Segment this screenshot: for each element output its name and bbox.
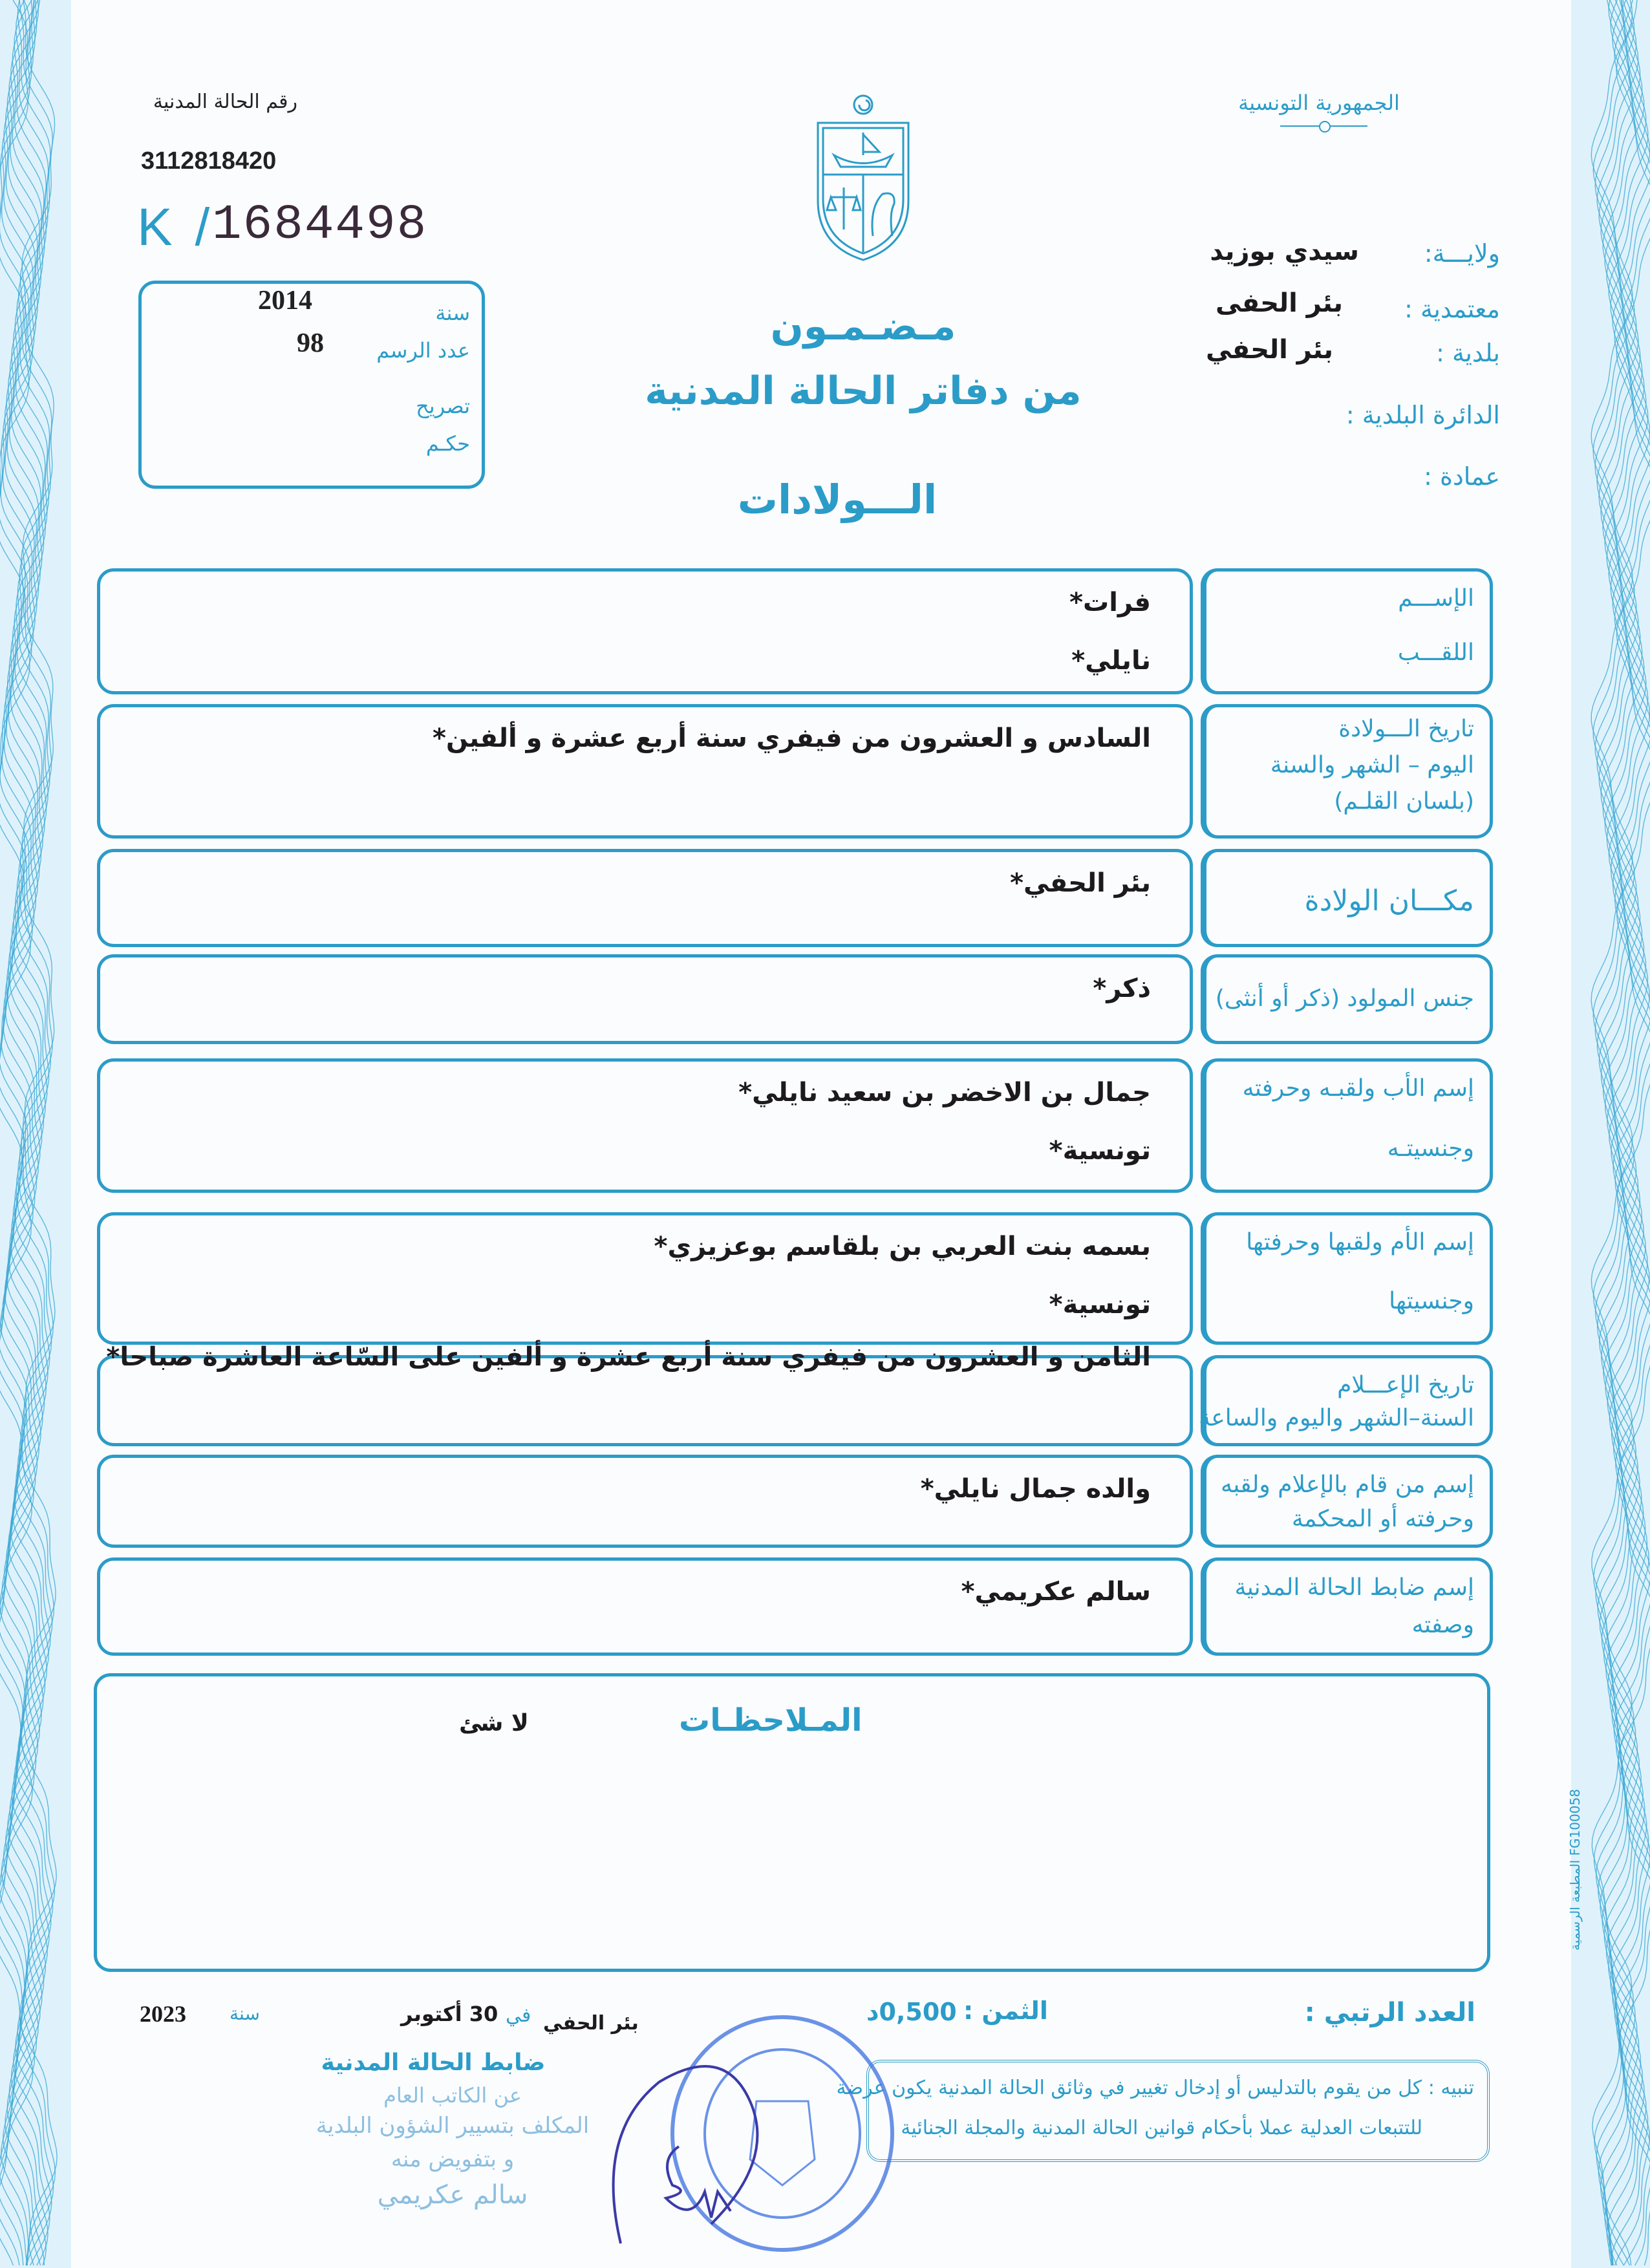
field-value-box: [97, 1212, 1193, 1345]
field-label: إسم الأم ولقبها وحرفتها: [1246, 1229, 1474, 1256]
governorate-value: سيدي بوزيد: [1210, 237, 1359, 266]
record-box: [138, 281, 485, 489]
right-guilloche-border: [1571, 0, 1650, 2268]
delegation-label: معتمدية :: [1404, 295, 1500, 323]
field-value: نايلي*: [1071, 646, 1151, 676]
field-label: وصفته: [1411, 1611, 1474, 1638]
price-value: 0,500د: [866, 1998, 957, 2026]
field-value: السادس و العشرون من فيفري سنة أربع عشرة و ألفين*: [432, 723, 1151, 753]
field-value: سالم عكريمي*: [961, 1577, 1151, 1607]
officer-authorization-line: و بتفويض منه: [391, 2146, 515, 2172]
field-label-box: [1201, 1455, 1493, 1548]
field-label: وجنسيتها: [1389, 1287, 1474, 1314]
printer-mark: المطبعة الرسمية FG100058: [1567, 1789, 1583, 1951]
remarks-value: لا شئ: [459, 1710, 529, 1737]
field-value-box: [97, 954, 1193, 1044]
record-year-value: 2014: [258, 286, 312, 316]
municipality-value: بئر الحفي: [1206, 335, 1333, 365]
field-label: مكـــان الولادة: [1304, 884, 1474, 917]
civil-id-label: رقم الحالة المدنية: [153, 91, 297, 113]
officer-title: ضابط الحالة المدنية: [321, 2049, 546, 2076]
field-value: الثامن و العشرون من فيفري سنة أربع عشرة و ألفين على السّاعة العاشرة صباحا*: [106, 1342, 1151, 1372]
governorate-label: ولايـــة:: [1424, 239, 1500, 268]
field-value: بسمه بنت العربي بن بلقاسم بوعزيزي*: [654, 1232, 1151, 1261]
field-label: وحرفته أو المحكمة: [1291, 1505, 1474, 1532]
legal-notice-line-1: تنبيه : كل من يقوم بالتدليس أو إدخال تغيير في وثائق الحالة المدنية يكون عرضة: [836, 2077, 1474, 2099]
field-label: جنس المولود (ذكر أو أنثى): [1215, 985, 1474, 1012]
field-label-box: [1201, 954, 1493, 1044]
legal-notice-box: [836, 2060, 1490, 2162]
field-label-box: [1201, 1557, 1493, 1656]
date-prefix: في: [506, 2004, 531, 2027]
serial-number: 1684498: [212, 197, 428, 253]
field-label: إسم من قام بالإعلام ولقبه: [1221, 1471, 1474, 1498]
declaration-label: تصريح: [416, 394, 470, 418]
civil-id-number: 3112818420: [141, 147, 277, 175]
issue-date: 30 أكتوبر: [401, 2002, 498, 2026]
remarks-label: المـلاحظـات: [679, 1702, 862, 1738]
title-registers: من دفاتر الحالة المدنية: [645, 369, 1082, 414]
field-value: تونسية*: [1049, 1136, 1151, 1166]
divider-ornament: [1319, 121, 1331, 133]
field-value: بئر الحفي*: [1010, 868, 1151, 898]
field-value-box: [97, 1058, 1193, 1193]
legal-notice-line-2: للتتبعات العدلية عملا بأحكام قوانين الحالة المدنية والمجلة الجنائية: [901, 2117, 1422, 2139]
field-label: تاريخ الإعـــلام: [1337, 1372, 1474, 1398]
municipal-district-label: الدائرة البلدية :: [1345, 401, 1500, 429]
remarks-box: [94, 1673, 1490, 1972]
issue-year-value: 2023: [140, 2001, 186, 2027]
field-label: السنة–الشهر واليوم والساعة: [1198, 1404, 1474, 1431]
record-number-label: عدد الرسم: [376, 338, 470, 363]
field-label-box: [1201, 568, 1493, 694]
field-value: والده جمال نايلي*: [920, 1474, 1151, 1504]
field-value-box: [97, 1455, 1193, 1548]
record-number-value: 98: [297, 328, 324, 358]
field-label: اليوم – الشهر والسنة: [1270, 752, 1474, 778]
officer-name: سالم عكريمي: [377, 2180, 528, 2210]
issue-year-label: سنة: [230, 2003, 260, 2024]
officer-role-line: المكلف بتسيير الشؤون البلدية: [316, 2113, 590, 2139]
issue-place: بئر الحفي: [543, 2012, 639, 2035]
field-label-box: [1201, 704, 1493, 839]
serial-number-label: العدد الرتبي :: [1304, 1998, 1475, 2027]
title-content: مـضـمـون: [770, 304, 956, 349]
judgment-label: حكـم: [425, 431, 470, 456]
republic-heading: الجمهورية التونسية: [1238, 91, 1400, 115]
field-label: إسم الأب ولقبـه وحرفته: [1242, 1075, 1474, 1102]
field-value: فرات*: [1069, 588, 1151, 617]
field-value-box: [97, 568, 1193, 694]
field-value: تونسية*: [1049, 1290, 1151, 1320]
field-value: ذكر*: [1093, 974, 1151, 1003]
officer-delegation-line: عن الكاتب العام: [383, 2083, 522, 2108]
field-label-box: [1201, 1212, 1493, 1345]
field-label: تاريخ الـــولادة: [1338, 716, 1474, 742]
sector-label: عمادة :: [1424, 462, 1500, 491]
field-value-box: [97, 1342, 1193, 1446]
price-label: الثمن :: [963, 1996, 1048, 2025]
delegation-value: بئر الحفى: [1216, 288, 1343, 318]
left-guilloche-border: [0, 0, 71, 2268]
record-year-label: سنة: [435, 301, 470, 325]
field-label: إسم ضابط الحالة المدنية: [1234, 1574, 1474, 1601]
municipality-label: بلدية :: [1436, 339, 1500, 367]
field-label-box: [1198, 1355, 1493, 1446]
field-value: جمال بن الاخضر بن سعيد نايلي*: [738, 1078, 1151, 1107]
field-label: (بلسان القلـم): [1334, 788, 1474, 815]
field-value-box: [97, 1557, 1193, 1656]
field-label-box: [1201, 849, 1493, 947]
field-label: الإســـم: [1398, 585, 1474, 612]
field-value-box: [97, 704, 1193, 839]
serial-prefix: K /: [137, 198, 214, 257]
field-label: اللقـــب: [1397, 639, 1474, 667]
title-births: الـــولادات: [737, 476, 938, 523]
tunisia-coat-of-arms-emblem: [805, 91, 921, 265]
field-value-box: [97, 849, 1193, 947]
officer-signature: [582, 2030, 853, 2263]
field-label-box: [1201, 1058, 1493, 1193]
field-label: وجنسيتـه: [1387, 1135, 1474, 1162]
